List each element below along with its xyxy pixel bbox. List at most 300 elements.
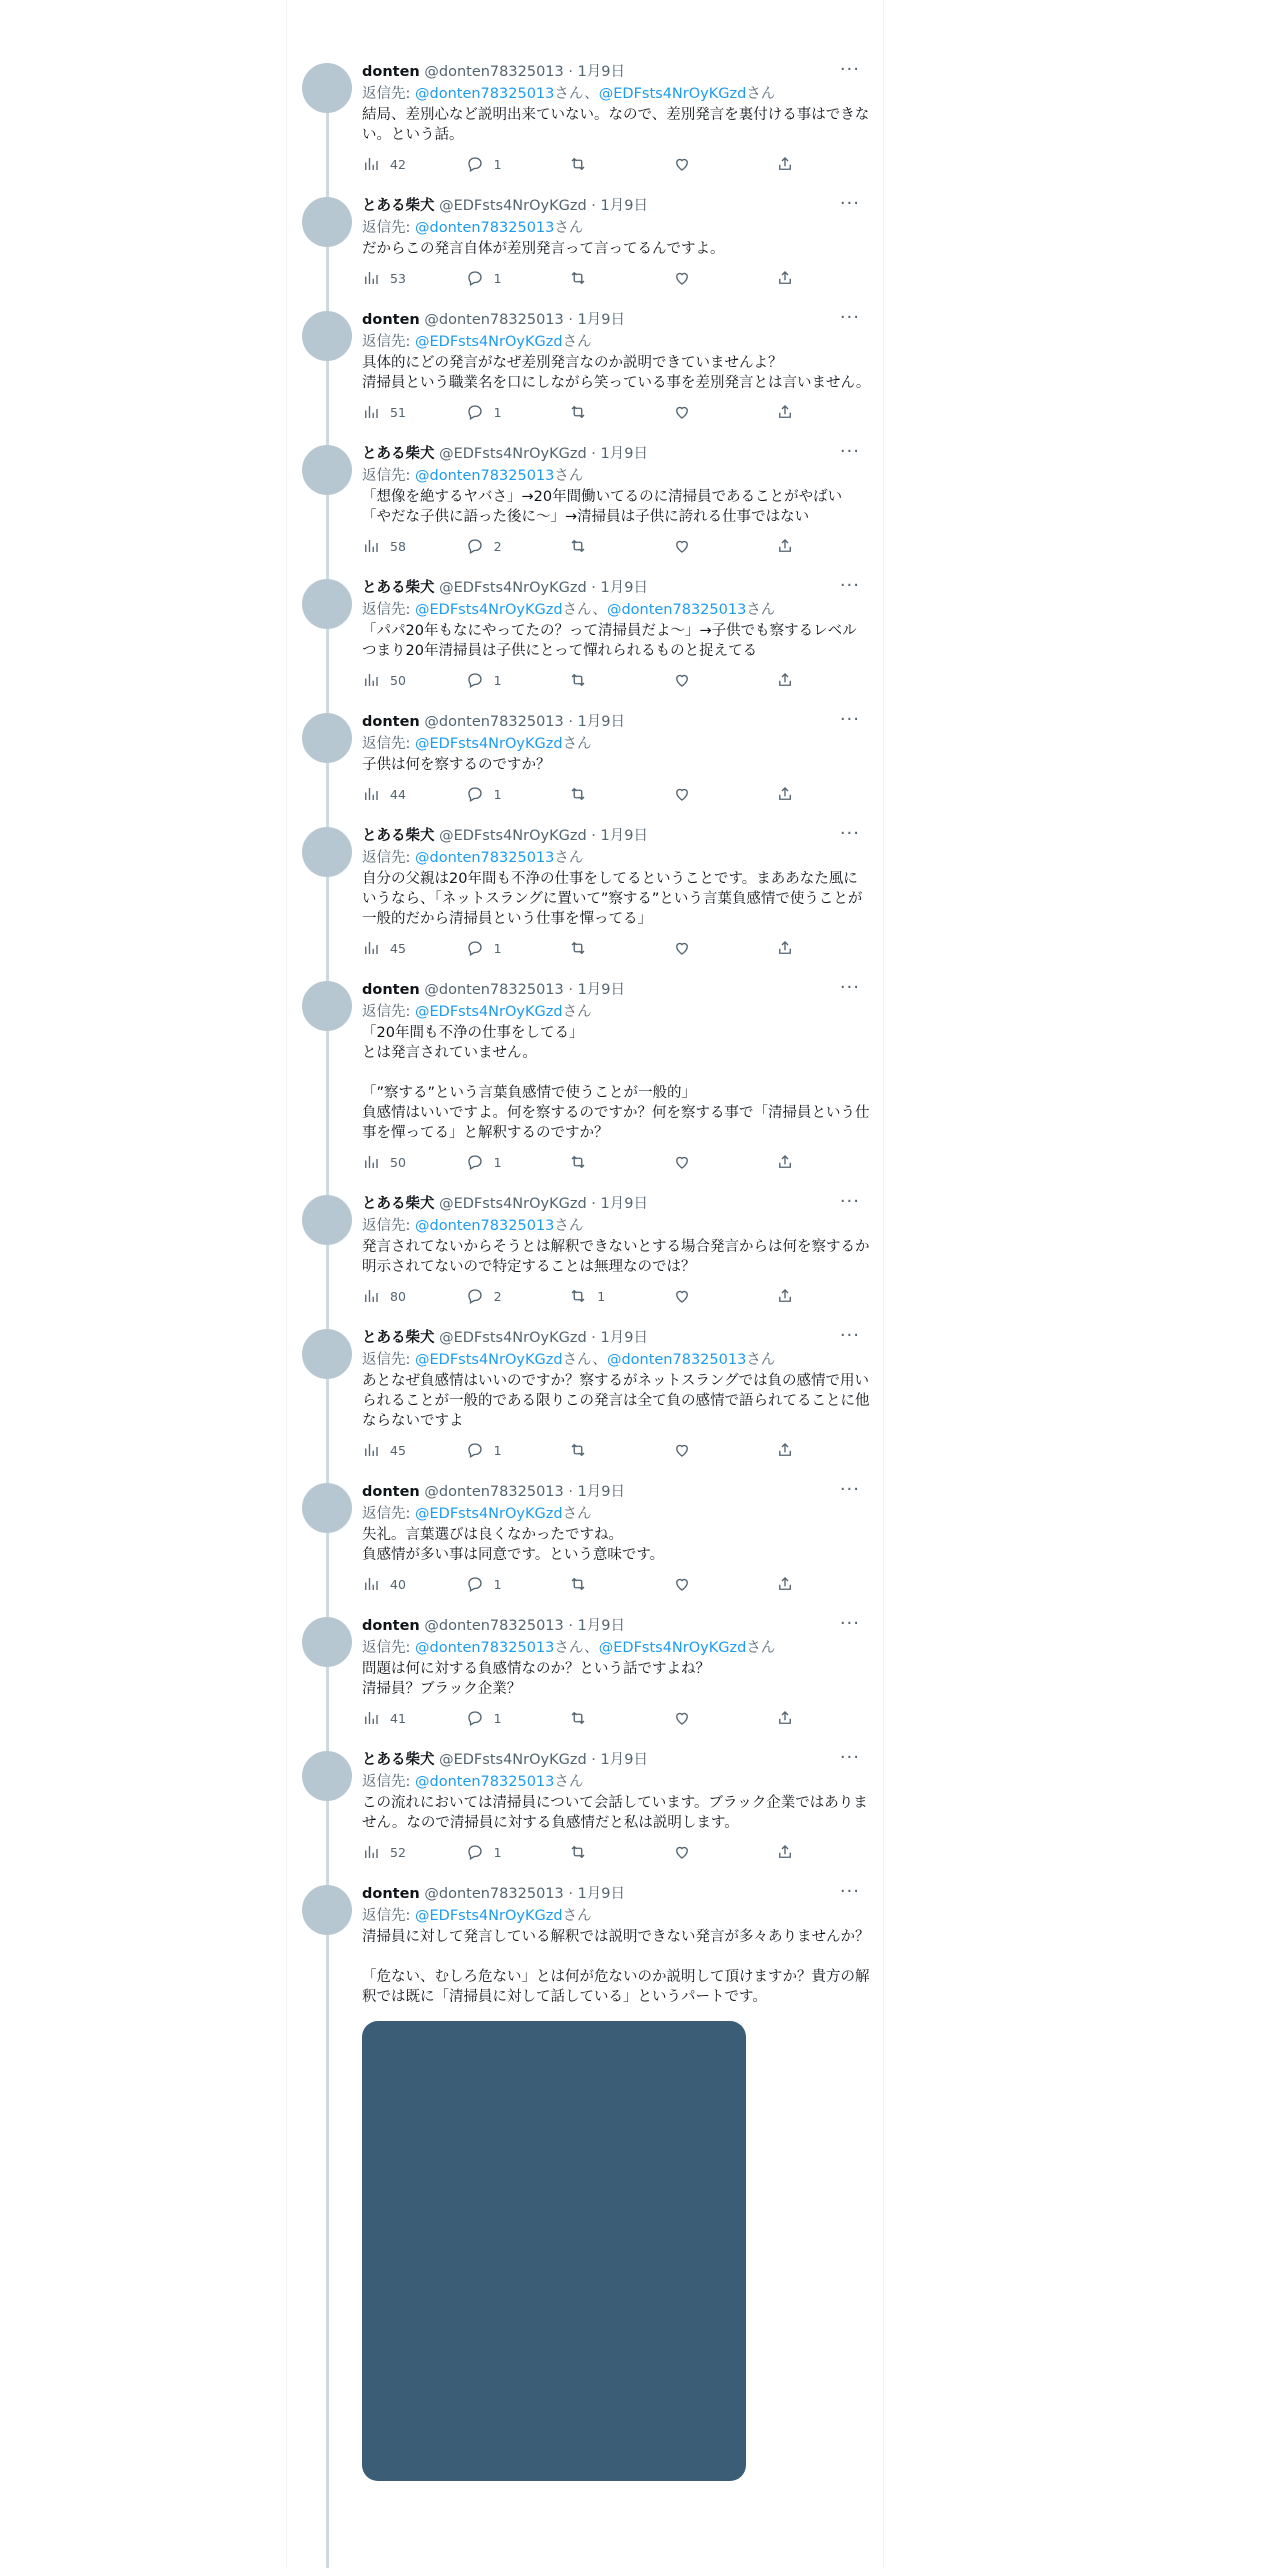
reply-count: 1 bbox=[493, 672, 502, 688]
tweet-actions bbox=[362, 1151, 880, 1173]
share-button[interactable] bbox=[776, 1441, 880, 1459]
tweet-date[interactable]: 1月9日 bbox=[600, 446, 648, 462]
display-name[interactable]: とある柴犬 bbox=[362, 1752, 435, 1768]
tweet-date[interactable]: 1月9日 bbox=[600, 1196, 648, 1212]
retweet-button[interactable] bbox=[569, 1441, 673, 1459]
share-icon bbox=[776, 785, 794, 803]
mention-link[interactable]: @EDFsts4NrOyKGzd bbox=[415, 1506, 563, 1522]
avatar[interactable] bbox=[302, 63, 352, 113]
views-button[interactable] bbox=[362, 785, 466, 803]
reply-count: 1 bbox=[493, 156, 502, 172]
tweet-date[interactable]: 1月9日 bbox=[600, 1330, 648, 1346]
share-button[interactable] bbox=[776, 939, 880, 957]
views-button[interactable] bbox=[362, 1287, 466, 1305]
more-options-icon[interactable]: ··· bbox=[839, 977, 860, 998]
honorific-suffix: さん bbox=[746, 86, 776, 102]
avatar[interactable] bbox=[302, 1617, 352, 1667]
retweet-icon bbox=[569, 1287, 587, 1305]
views-count: 51 bbox=[390, 404, 406, 420]
reply-icon bbox=[466, 269, 484, 287]
views-button[interactable] bbox=[362, 1441, 466, 1459]
views-button[interactable] bbox=[362, 537, 466, 555]
like-button[interactable] bbox=[673, 1441, 777, 1459]
mention-link[interactable]: @EDFsts4NrOyKGzd bbox=[415, 736, 563, 752]
retweet-button[interactable] bbox=[569, 1575, 673, 1593]
retweet-button[interactable] bbox=[569, 1709, 673, 1727]
reply-icon bbox=[466, 1153, 484, 1171]
tweet-date[interactable]: 1月9日 bbox=[577, 982, 626, 998]
views-count: 45 bbox=[390, 1442, 406, 1458]
tweet[interactable] bbox=[300, 825, 880, 979]
tweet[interactable] bbox=[300, 443, 880, 577]
reply-to-line bbox=[362, 217, 880, 239]
views-button[interactable] bbox=[362, 269, 466, 287]
tweet-date[interactable]: 1月9日 bbox=[600, 198, 648, 214]
views-icon bbox=[362, 1441, 380, 1459]
attached-image[interactable] bbox=[362, 2021, 746, 2481]
honorific-suffix: さん bbox=[554, 1218, 584, 1234]
views-button[interactable] bbox=[362, 671, 466, 689]
tweet-actions bbox=[362, 1841, 880, 1863]
reply-count: 1 bbox=[493, 1442, 502, 1458]
mention-link[interactable]: @EDFsts4NrOyKGzd bbox=[598, 86, 747, 102]
retweet-button[interactable] bbox=[569, 1287, 673, 1305]
more-options-icon[interactable]: ··· bbox=[839, 59, 860, 80]
more-options-icon[interactable]: ··· bbox=[839, 1479, 860, 1500]
reply-button[interactable] bbox=[466, 671, 570, 689]
retweet-button[interactable] bbox=[569, 155, 673, 173]
separator-dot: · bbox=[563, 714, 578, 730]
display-name[interactable]: とある柴犬 bbox=[362, 1330, 435, 1346]
reply-count: 1 bbox=[493, 1844, 502, 1860]
display-name[interactable]: donten bbox=[362, 1886, 420, 1902]
heart-icon bbox=[673, 1843, 691, 1861]
reply-button[interactable] bbox=[466, 1287, 570, 1305]
avatar[interactable] bbox=[302, 1329, 352, 1379]
heart-icon bbox=[673, 939, 691, 957]
more-options-icon[interactable]: ··· bbox=[839, 307, 860, 328]
reply-to-label: 返信先: bbox=[362, 334, 415, 350]
views-count: 58 bbox=[390, 538, 406, 554]
separator-dot: · bbox=[586, 446, 601, 462]
user-handle[interactable]: @EDFsts4NrOyKGzd bbox=[439, 1196, 587, 1212]
views-icon bbox=[362, 1843, 380, 1861]
tweet-text: 「想像を絶するヤバさ」→20年間働いてるのに清掃員であることがやばい 「やだな子供に語った後に〜」→清掃員は子供に誇れる仕事ではない bbox=[362, 489, 843, 525]
mention-link[interactable]: @donten78325013 bbox=[415, 1218, 555, 1234]
more-options-icon[interactable]: ··· bbox=[839, 1325, 860, 1346]
more-options-icon[interactable]: ··· bbox=[839, 823, 860, 844]
avatar[interactable] bbox=[302, 1195, 352, 1245]
separator-dot: · bbox=[563, 64, 578, 80]
mention-link[interactable]: @donten78325013 bbox=[415, 220, 555, 236]
separator-dot: · bbox=[563, 1484, 578, 1500]
retweet-icon bbox=[569, 155, 587, 173]
tweet-text: 子供は何を察するのですか？ bbox=[362, 757, 551, 773]
more-options-icon[interactable]: ··· bbox=[839, 1747, 860, 1768]
honorific-suffix: さん bbox=[554, 220, 584, 236]
heart-icon bbox=[673, 403, 691, 421]
retweet-icon bbox=[569, 671, 587, 689]
tweet-thread bbox=[300, 61, 880, 2501]
reply-to-label: 返信先: bbox=[362, 1506, 415, 1522]
separator-dot: · bbox=[586, 1330, 601, 1346]
more-options-icon[interactable]: ··· bbox=[839, 709, 860, 730]
honorific-suffix: さん bbox=[554, 850, 584, 866]
reply-icon bbox=[466, 537, 484, 555]
share-button[interactable] bbox=[776, 1153, 880, 1171]
tweet[interactable] bbox=[300, 1327, 880, 1481]
tweet[interactable] bbox=[300, 1481, 880, 1615]
tweet-header bbox=[362, 309, 880, 331]
heart-icon bbox=[673, 671, 691, 689]
tweet[interactable] bbox=[300, 195, 880, 309]
reply-to-line bbox=[362, 1349, 880, 1371]
views-count: 41 bbox=[390, 1710, 406, 1726]
tweet-date[interactable]: 1月9日 bbox=[600, 1752, 648, 1768]
reply-to-label: 返信先: bbox=[362, 602, 415, 618]
user-handle[interactable]: @donten78325013 bbox=[424, 1618, 564, 1634]
reply-to-label: 返信先: bbox=[362, 1640, 415, 1656]
tweet-text: 失礼。言葉選びは良くなかったですね。 負感情が多い事は同意です。という意味です。 bbox=[362, 1527, 665, 1563]
avatar[interactable] bbox=[302, 311, 352, 361]
reply-count: 1 bbox=[493, 1710, 502, 1726]
separator-dot: · bbox=[586, 828, 601, 844]
reply-button[interactable] bbox=[466, 269, 570, 287]
user-handle[interactable]: @donten78325013 bbox=[424, 714, 564, 730]
separator-dot: · bbox=[563, 982, 578, 998]
mention-link[interactable]: @donten78325013 bbox=[415, 850, 555, 866]
display-name[interactable]: donten bbox=[362, 64, 420, 80]
reply-to-line bbox=[362, 1503, 880, 1525]
tweet-header bbox=[362, 1883, 880, 1905]
more-options-icon[interactable]: ··· bbox=[839, 575, 860, 596]
heart-icon bbox=[673, 1287, 691, 1305]
tweet-header bbox=[362, 1327, 880, 1349]
tweet-date[interactable]: 1月9日 bbox=[577, 64, 626, 80]
mention-link[interactable]: @donten78325013 bbox=[415, 468, 555, 484]
retweet-button[interactable] bbox=[569, 1843, 673, 1861]
display-name[interactable]: donten bbox=[362, 982, 420, 998]
honorific-suffix: さん bbox=[746, 1640, 776, 1656]
reply-icon bbox=[466, 939, 484, 957]
share-icon bbox=[776, 403, 794, 421]
display-name[interactable]: とある柴犬 bbox=[362, 580, 435, 596]
share-icon bbox=[776, 155, 794, 173]
user-handle[interactable]: @donten78325013 bbox=[424, 1484, 564, 1500]
reply-to-label: 返信先: bbox=[362, 736, 415, 752]
user-handle[interactable]: @EDFsts4NrOyKGzd bbox=[439, 1330, 587, 1346]
mention-separator: さん、 bbox=[562, 1352, 607, 1368]
views-count: 50 bbox=[390, 672, 406, 688]
tweet[interactable] bbox=[300, 577, 880, 711]
retweet-button[interactable] bbox=[569, 537, 673, 555]
retweet-icon bbox=[569, 1153, 587, 1171]
tweet-actions bbox=[362, 1573, 880, 1595]
avatar[interactable] bbox=[302, 579, 352, 629]
tweet[interactable] bbox=[300, 1193, 880, 1327]
tweet[interactable] bbox=[300, 979, 880, 1193]
display-name[interactable]: donten bbox=[362, 1618, 420, 1634]
like-button[interactable] bbox=[673, 1287, 777, 1305]
reply-button[interactable] bbox=[466, 1709, 570, 1727]
like-button[interactable] bbox=[673, 785, 777, 803]
user-handle[interactable]: @EDFsts4NrOyKGzd bbox=[439, 1752, 587, 1768]
retweet-button[interactable] bbox=[569, 671, 673, 689]
retweet-icon bbox=[569, 1843, 587, 1861]
more-options-icon[interactable]: ··· bbox=[839, 1191, 860, 1212]
share-button[interactable] bbox=[776, 671, 880, 689]
tweet-date[interactable]: 1月9日 bbox=[577, 1484, 626, 1500]
reply-to-label: 返信先: bbox=[362, 850, 415, 866]
share-icon bbox=[776, 1709, 794, 1727]
views-button[interactable] bbox=[362, 1575, 466, 1593]
views-count: 80 bbox=[390, 1288, 406, 1304]
reply-to-label: 返信先: bbox=[362, 1774, 415, 1790]
separator-dot: · bbox=[586, 198, 601, 214]
tweet-date[interactable]: 1月9日 bbox=[577, 714, 626, 730]
share-button[interactable] bbox=[776, 1287, 880, 1305]
tweet-date[interactable]: 1月9日 bbox=[600, 828, 648, 844]
reply-to-line bbox=[362, 1905, 880, 1927]
share-icon bbox=[776, 939, 794, 957]
tweet-text: だからこの発言自体が差別発言って言ってるんですよ。 bbox=[362, 241, 725, 257]
views-icon bbox=[362, 939, 380, 957]
avatar[interactable] bbox=[302, 981, 352, 1031]
tweet-actions bbox=[362, 1285, 880, 1307]
views-icon bbox=[362, 403, 380, 421]
display-name[interactable]: donten bbox=[362, 1484, 420, 1500]
avatar[interactable] bbox=[302, 713, 352, 763]
share-icon bbox=[776, 1287, 794, 1305]
user-handle[interactable]: @EDFsts4NrOyKGzd bbox=[439, 198, 587, 214]
avatar[interactable] bbox=[302, 445, 352, 495]
reply-button[interactable] bbox=[466, 1153, 570, 1171]
avatar[interactable] bbox=[302, 197, 352, 247]
share-icon bbox=[776, 1843, 794, 1861]
user-handle[interactable]: @EDFsts4NrOyKGzd bbox=[439, 580, 587, 596]
reply-icon bbox=[466, 1287, 484, 1305]
more-options-icon[interactable]: ··· bbox=[839, 441, 860, 462]
reply-count: 1 bbox=[493, 270, 502, 286]
reply-button[interactable] bbox=[466, 1575, 570, 1593]
like-button[interactable] bbox=[673, 403, 777, 421]
more-options-icon[interactable]: ··· bbox=[839, 1881, 860, 1902]
like-button[interactable] bbox=[673, 671, 777, 689]
share-button[interactable] bbox=[776, 785, 880, 803]
views-button[interactable] bbox=[362, 939, 466, 957]
views-icon bbox=[362, 537, 380, 555]
tweet-header bbox=[362, 711, 880, 733]
mention-link[interactable]: @donten78325013 bbox=[606, 1352, 747, 1368]
separator-dot: · bbox=[563, 1886, 578, 1902]
reply-to-line bbox=[362, 847, 880, 869]
display-name[interactable]: とある柴犬 bbox=[362, 828, 435, 844]
display-name[interactable]: とある柴犬 bbox=[362, 198, 435, 214]
like-button[interactable] bbox=[673, 155, 777, 173]
separator-dot: · bbox=[586, 1752, 601, 1768]
tweet-actions bbox=[362, 1707, 880, 1729]
separator-dot: · bbox=[563, 1618, 578, 1634]
tweet-actions bbox=[362, 401, 880, 423]
share-icon bbox=[776, 269, 794, 287]
heart-icon bbox=[673, 1153, 691, 1171]
tweet-header bbox=[362, 979, 880, 1001]
user-handle[interactable]: @donten78325013 bbox=[424, 1886, 564, 1902]
views-button[interactable] bbox=[362, 1843, 466, 1861]
views-icon bbox=[362, 671, 380, 689]
tweet-header bbox=[362, 1615, 880, 1637]
share-button[interactable] bbox=[776, 1709, 880, 1727]
views-icon bbox=[362, 1709, 380, 1727]
reply-count: 1 bbox=[493, 1576, 502, 1592]
reply-button[interactable] bbox=[466, 1843, 570, 1861]
honorific-suffix: さん bbox=[554, 468, 584, 484]
retweet-button[interactable] bbox=[569, 1153, 673, 1171]
user-handle[interactable]: @donten78325013 bbox=[424, 312, 564, 328]
views-button[interactable] bbox=[362, 403, 466, 421]
avatar[interactable] bbox=[302, 1885, 352, 1935]
tweet-header bbox=[362, 1193, 880, 1215]
retweet-button[interactable] bbox=[569, 403, 673, 421]
tweet-date[interactable]: 1月9日 bbox=[600, 580, 648, 596]
tweet[interactable] bbox=[300, 1615, 880, 1749]
reply-to-label: 返信先: bbox=[362, 468, 415, 484]
mention-separator: さん、 bbox=[554, 1640, 599, 1656]
reply-button[interactable] bbox=[466, 939, 570, 957]
mention-link[interactable]: @donten78325013 bbox=[415, 1774, 555, 1790]
reply-count: 2 bbox=[493, 1288, 502, 1304]
tweet-header bbox=[362, 825, 880, 847]
avatar[interactable] bbox=[302, 1751, 352, 1801]
reply-icon bbox=[466, 1575, 484, 1593]
reply-button[interactable] bbox=[466, 403, 570, 421]
honorific-suffix: さん bbox=[562, 334, 592, 350]
reply-button[interactable] bbox=[466, 1441, 570, 1459]
tweet-header bbox=[362, 443, 880, 465]
reply-count: 1 bbox=[493, 1154, 502, 1170]
tweet-actions bbox=[362, 937, 880, 959]
like-button[interactable] bbox=[673, 1153, 777, 1171]
reply-to-line bbox=[362, 331, 880, 353]
more-options-icon[interactable]: ··· bbox=[839, 1613, 860, 1634]
reply-icon bbox=[466, 403, 484, 421]
reply-button[interactable] bbox=[466, 537, 570, 555]
display-name[interactable]: donten bbox=[362, 714, 420, 730]
user-handle[interactable]: @EDFsts4NrOyKGzd bbox=[439, 828, 587, 844]
mention-link[interactable]: @EDFsts4NrOyKGzd bbox=[415, 602, 563, 618]
retweet-button[interactable] bbox=[569, 269, 673, 287]
share-button[interactable] bbox=[776, 537, 880, 555]
retweet-button[interactable] bbox=[569, 939, 673, 957]
tweet-actions bbox=[362, 783, 880, 805]
display-name[interactable]: とある柴犬 bbox=[362, 1196, 435, 1212]
display-name[interactable]: donten bbox=[362, 312, 420, 328]
mention-link[interactable]: @EDFsts4NrOyKGzd bbox=[415, 1908, 563, 1924]
tweet[interactable] bbox=[300, 61, 880, 195]
reply-button[interactable] bbox=[466, 155, 570, 173]
retweet-button[interactable] bbox=[569, 785, 673, 803]
retweet-icon bbox=[569, 403, 587, 421]
like-button[interactable] bbox=[673, 537, 777, 555]
views-button[interactable] bbox=[362, 1153, 466, 1171]
tweet-text: 自分の父親は20年間も不浄の仕事をしてるということです。まああなた風にいうなら、「ネットスラングに置いて”察する”という言葉負感情で使うことが一般的だから清掃員という仕事を憚ってる」 bbox=[362, 871, 863, 927]
heart-icon bbox=[673, 785, 691, 803]
share-icon bbox=[776, 537, 794, 555]
reply-to-label: 返信先: bbox=[362, 1004, 415, 1020]
like-button[interactable] bbox=[673, 1709, 777, 1727]
avatar[interactable] bbox=[302, 1483, 352, 1533]
mention-link[interactable]: @EDFsts4NrOyKGzd bbox=[415, 334, 563, 350]
reply-count: 1 bbox=[493, 404, 502, 420]
views-count: 52 bbox=[390, 1844, 406, 1860]
tweet-header bbox=[362, 1481, 880, 1503]
more-options-icon[interactable]: ··· bbox=[839, 193, 860, 214]
retweet-icon bbox=[569, 939, 587, 957]
reply-icon bbox=[466, 1441, 484, 1459]
mention-link[interactable]: @EDFsts4NrOyKGzd bbox=[598, 1640, 747, 1656]
mention-link[interactable]: @donten78325013 bbox=[415, 1640, 555, 1656]
user-handle[interactable]: @donten78325013 bbox=[424, 64, 564, 80]
tweet-header bbox=[362, 61, 880, 83]
reply-to-label: 返信先: bbox=[362, 86, 415, 102]
share-button[interactable] bbox=[776, 155, 880, 173]
heart-icon bbox=[673, 155, 691, 173]
user-handle[interactable]: @EDFsts4NrOyKGzd bbox=[439, 446, 587, 462]
like-button[interactable] bbox=[673, 939, 777, 957]
tweet-actions bbox=[362, 1439, 880, 1461]
like-button[interactable] bbox=[673, 1575, 777, 1593]
mention-link[interactable]: @EDFsts4NrOyKGzd bbox=[415, 1352, 563, 1368]
views-button[interactable] bbox=[362, 1709, 466, 1727]
share-button[interactable] bbox=[776, 1843, 880, 1861]
mention-link[interactable]: @donten78325013 bbox=[415, 86, 555, 102]
reply-icon bbox=[466, 1709, 484, 1727]
share-button[interactable] bbox=[776, 269, 880, 287]
share-button[interactable] bbox=[776, 1575, 880, 1593]
tweet-date[interactable]: 1月9日 bbox=[577, 312, 626, 328]
retweet-icon bbox=[569, 1575, 587, 1593]
like-button[interactable] bbox=[673, 269, 777, 287]
share-button[interactable] bbox=[776, 403, 880, 421]
tweet[interactable] bbox=[300, 1749, 880, 1883]
tweet-date[interactable]: 1月9日 bbox=[577, 1618, 626, 1634]
mention-link[interactable]: @EDFsts4NrOyKGzd bbox=[415, 1004, 563, 1020]
views-button[interactable] bbox=[362, 155, 466, 173]
honorific-suffix: さん bbox=[746, 602, 776, 618]
honorific-suffix: さん bbox=[562, 1908, 592, 1924]
tweet-actions bbox=[362, 153, 880, 175]
retweet-icon bbox=[569, 269, 587, 287]
retweet-icon bbox=[569, 1709, 587, 1727]
reply-icon bbox=[466, 1843, 484, 1861]
tweet-text: 具体的にどの発言がなぜ差別発言なのか説明できていませんよ？ 清掃員という職業名を口にしながら笑っている事を差別発言とは言いません。 bbox=[362, 355, 871, 391]
reply-button[interactable] bbox=[466, 785, 570, 803]
avatar[interactable] bbox=[302, 827, 352, 877]
like-button[interactable] bbox=[673, 1843, 777, 1861]
mention-link[interactable]: @donten78325013 bbox=[606, 602, 747, 618]
views-count: 50 bbox=[390, 1154, 406, 1170]
reply-count: 1 bbox=[493, 940, 502, 956]
tweet[interactable] bbox=[300, 309, 880, 443]
honorific-suffix: さん bbox=[562, 1004, 592, 1020]
display-name[interactable]: とある柴犬 bbox=[362, 446, 435, 462]
tweet[interactable] bbox=[300, 1883, 880, 2501]
user-handle[interactable]: @donten78325013 bbox=[424, 982, 564, 998]
reply-to-line bbox=[362, 599, 880, 621]
tweet[interactable] bbox=[300, 711, 880, 825]
honorific-suffix: さん bbox=[746, 1352, 776, 1368]
tweet-date[interactable]: 1月9日 bbox=[577, 1886, 626, 1902]
